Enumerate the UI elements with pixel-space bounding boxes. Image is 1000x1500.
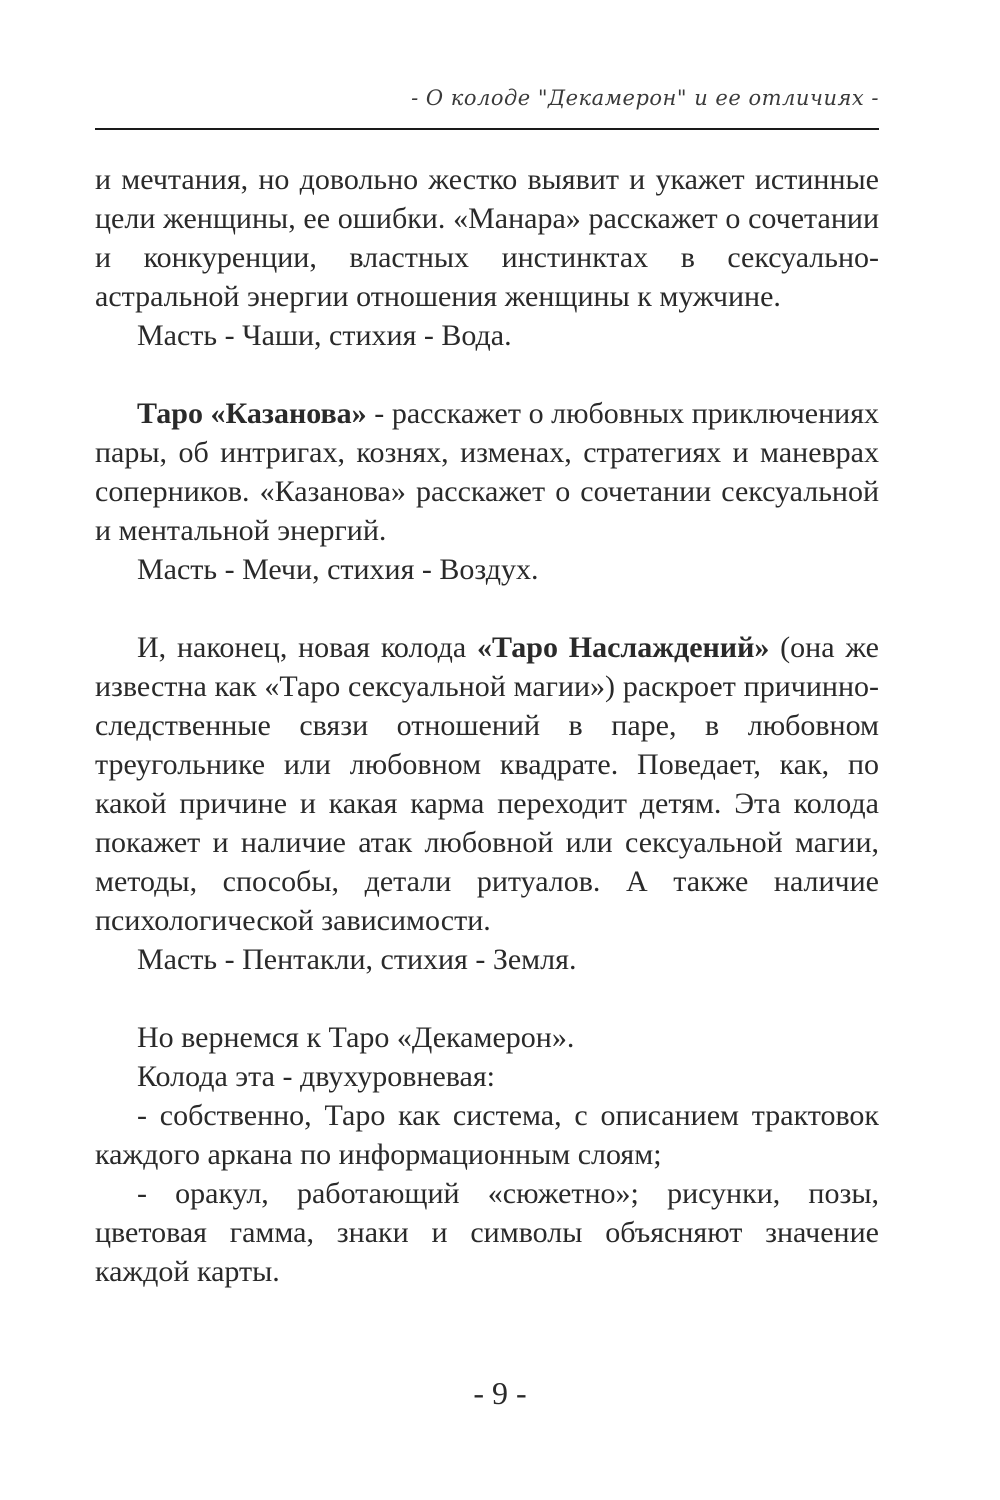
pleasures-text: (она же известна как «Таро сексуальной магии») раскроет причинно-следственные связи отношений в паре, в любовном треугольнике или любовном квадрате. Поведает, как, по какой причине и какая карма переходит детям. Эта колода покажет и наличие атак любовной или сексуальной магии, методы, способы, детали ритуалов. А также наличие психологической зависимости.	[95, 631, 879, 937]
suit-line-cups: Масть - Чаши, стихия - Вода.	[137, 319, 512, 352]
paragraph-return: Но вернемся к Таро «Декамерон».	[137, 1021, 575, 1054]
pleasures-title: «Таро Наслаждений»	[477, 631, 770, 664]
paragraph-casanova	[95, 394, 879, 550]
running-head: - О колоде "Декамерон" и ее отличиях -	[411, 86, 879, 110]
page-body	[95, 160, 879, 1291]
paragraph-gap	[95, 979, 879, 1018]
suit-line-pentacles: Масть - Пентакли, стихия - Земля.	[137, 943, 577, 976]
suit-line-swords: Масть - Мечи, стихия - Воздух.	[137, 553, 539, 586]
list-item-system: - собственно, Таро как система, с описанием трактовок каждого аркана по информационным слоям;	[95, 1099, 879, 1171]
page-number: - 9 -	[473, 1375, 527, 1411]
paragraph-continuation: и мечтания, но довольно жестко выявит и укажет истинные цели женщины, ее ошибки. «Манара» расскажет о сочетании и конкуренции, властных инстинктах в сексуально-астральной энергии отношения женщины к мужчине.	[95, 163, 879, 313]
list-item-oracle: - оракул, работающий «сюжетно»; рисунки, позы, цветовая гамма, знаки и символы объясняют значение каждой карты.	[95, 1177, 879, 1288]
paragraph-two-level: Колода эта - двухуровневая:	[137, 1060, 495, 1093]
casanova-text: - расскажет о любовных приключениях пары, об интригах, кознях, изменах, стратегиях и маневрах соперников. «Казанова» расскажет о сочетании сексуальной и ментальной энергий.	[95, 397, 879, 547]
pleasures-intro: И, наконец, новая колода	[137, 631, 478, 664]
paragraph-gap	[95, 589, 879, 628]
header-rule	[95, 128, 879, 130]
paragraph-pleasures	[95, 628, 879, 940]
paragraph-gap	[95, 355, 879, 394]
casanova-title: Таро «Казанова»	[137, 397, 367, 430]
